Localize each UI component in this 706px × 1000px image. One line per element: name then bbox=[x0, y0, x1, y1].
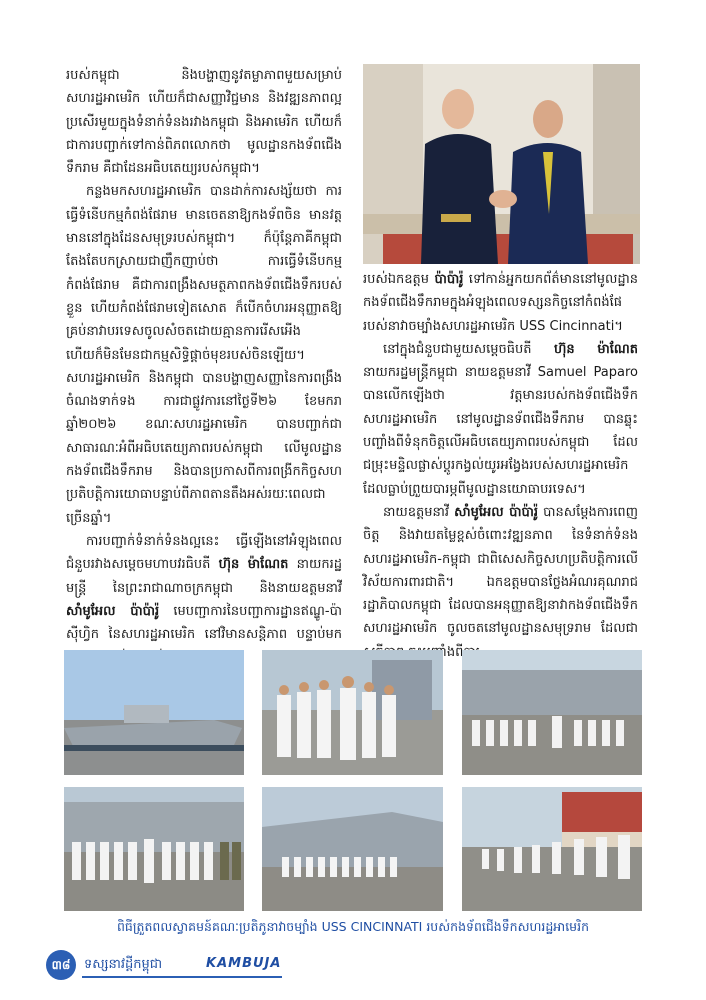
article-paragraph: របស់កម្ពុជា និងបង្ហាញនូវតម្លាភាពមួយសម្រាប់សហរដ្ឋអាមេរិក ហើយក៏ជាសញ្ញាវិជ្ជមាន និងវឌ្ឍនភាពល្អប្រសើរមួយក្នុងទំនាក់ទំនងរវាងកម្ពុជា និងអាមេរិក ហើយក៏ជាការបញ្ជាក់ទៅកាន់ពិភពលោកថា មូលដ្ឋានកងទ័ពជើងទឹករាម គឺជាដែនអធិបតេយ្យរបស់កម្ពុជា។ bbox=[66, 68, 342, 177]
magazine-brand: KAMBUJA bbox=[206, 956, 282, 971]
article-paragraph bbox=[363, 268, 638, 338]
honor-guard-line-photo bbox=[462, 650, 642, 775]
page-number: ៣៨ bbox=[46, 950, 76, 980]
person-name: ហ៊ុន ម៉ាណែត bbox=[218, 557, 289, 573]
person-name: ហ៊ុន ម៉ាណែត bbox=[553, 341, 639, 357]
person-name: ប៉ាប៉ារ៉ូ bbox=[434, 272, 464, 287]
person-name: សាំមូអែល ប៉ាប៉ារ៉ូ bbox=[66, 603, 160, 619]
text-run: នៅក្នុងជំនួបជាមួយសម្តេចធិបតី bbox=[383, 341, 554, 357]
footer-divider bbox=[82, 976, 282, 978]
photo-caption: ពិធីត្រួតពលស្វាគមន៍គណៈប្រតិភូនាវាចម្បាំង USS CINCINNATI របស់កងទ័ពជើងទឹកសហរដ្ឋអាមេរិក bbox=[116, 919, 590, 934]
text-run: មេបញ្ជាការនៃបញ្ជាការដ្ឋានឥណ្ឌូ-ប៉ាស៊ីហ្វិក នៃសហរដ្ឋអាមេរិក នៅវិមានសន្តិភាព បន្ទាប់មក bbox=[66, 603, 342, 643]
officers-walking-photo bbox=[262, 650, 443, 775]
text-run: របស់ឯកឧត្តម bbox=[363, 272, 435, 287]
sailors-formation-photo bbox=[64, 787, 244, 911]
article-paragraph bbox=[363, 338, 638, 501]
article-paragraph bbox=[66, 530, 342, 670]
text-run: នាយឧត្តមនាវី bbox=[383, 504, 455, 520]
article-right-column bbox=[363, 268, 638, 664]
article-left-column bbox=[66, 64, 342, 670]
text-run: ការបញ្ជាក់ទំនាក់ទំនងល្អនេះ ធ្វើឡើងនៅអំឡុងពេលជំនួបរវាងសម្តេចមហាបវរធិបតី bbox=[66, 533, 342, 573]
text-run: នាយករដ្ឋមន្ត្រី នៃព្រះរាជាណាចក្រកម្ពុជា និងនាយឧត្តមនាវី bbox=[66, 557, 342, 596]
magazine-title: ទស្សនាវដ្តីកម្ពុជា bbox=[84, 957, 163, 972]
ship-deck-crew-photo bbox=[262, 787, 443, 911]
article-paragraph bbox=[363, 501, 638, 664]
text-run: ទៅកាន់អ្នកយកព័ត៌មាននៅមូលដ្ឋានកងទ័ពជើងទឹករាមក្នុងអំឡុងពេលទស្សនកិច្ចនៅកំពង់ផែរបស់នាវាចម្បាំងសហរដ្ឋអាមេរិក USS Cincinnati។ bbox=[363, 272, 638, 334]
person-name: សាំមូអែល ប៉ាប៉ារ៉ូ bbox=[454, 504, 539, 520]
text-run: នាយករដ្ឋមន្ត្រីកម្ពុជា នាយឧត្តមនាវី Samuel Paparo បានលើកឡើងថា វត្តមានរបស់កងទ័ពជើងទឹកសហរដ្ឋអាមេរិក នៅមូលដ្ឋានទ័ពជើងទឹករាម បានឆ្លុះបញ្ចាំងពីទំនុកចិត្តលើអធិបតេយ្យភាពរបស់កម្ពុជា ដែលជម្រុះមន្ទិលផ្លាស់ប្តូរកង្វល់យូរអង្វែងរបស់សហរដ្ឋអាមេរិក ដែលធ្លាប់ព្រួយបារម្ភពីមូលដ្ឋានយោធាបរទេស។ bbox=[363, 365, 638, 497]
page-footer bbox=[46, 950, 346, 980]
saluting-crew-photo bbox=[462, 787, 642, 911]
article-paragraph: កន្លងមកសហរដ្ឋអាមេរិក បានដាក់ការសង្ស័យថា ការធ្វើទំនើបកម្មកំពង់ផែរាម មានចេតនាឱ្យកងទ័ពចិន មានវត្តមាននៅក្នុងដែនសមុទ្ររបស់កម្ពុជា។ ក៏ប៉ុន្តែភាគីកម្ពុជាតែងតែបកស្រាយជាញឹកញាប់ថា ការធ្វើទំនើបកម្មកំពង់ផែរាម គឺជាការពង្រឹងសមត្ថភាពកងទ័ពជើងទឹករបស់ខ្លួន ហើយកំពង់ផែរាមទៀតសោត ក៏បើកចំហរអនុញ្ញាតឱ្យគ្រប់នាវាបរទេសចូលសំចតដោយគ្មានការរើសអើង ហើយក៏មិនមែនជាកម្មសិទ្ធិផ្តាច់មុខរបស់ចិនឡើយ។ សហរដ្ឋអាមេរិក និងកម្ពុជា បានបង្ហាញសញ្ញានៃការពង្រឹងចំណងទាក់ទង ការជាផ្លូវការនៅថ្ងៃទី២៦ ខែមករា ឆ្នាំ២០២៦ ខណៈសហរដ្ឋអាមេរិក បានបញ្ជាក់ជាសាធារណៈអំពីអធិបតេយ្យភាពរបស់កម្ពុជា លើមូលដ្ឋានកងទ័ពជើងទឹករាម និងបានប្រកាសពីការពង្រីកកិច្ចសហប្រតិបត្តិការយោធាបន្ទាប់ពីភាពតានតឹងអស់រយៈពេលជាច្រើនឆ្នាំ។ bbox=[66, 184, 342, 526]
warship-at-pier-photo bbox=[64, 650, 244, 775]
handshake-photo bbox=[363, 64, 640, 264]
text-run: បានសម្តែងការពេញចិត្ត និងវាយតម្លៃខ្ពស់ចំពោះវឌ្ឍនភាព នៃទំនាក់ទំនងសហរដ្ឋអាមេរិក-កម្ពុជា ជាពិសេសកិច្ចសហប្រតិបត្តិការលើវិស័យការពារជាតិ។ ឯកឧត្តមបានថ្លែងអំណរគុណរាជរដ្ឋាភិបាលកម្ពុជា ដែលបានអនុញ្ញាតឱ្យនាវាកងទ័ពជើងទឹកសហរដ្ឋអាមេរិក ចូលចតនៅមូលដ្ឋានសមុទ្ររាម ដែលជា ឆ្លុះបញ្ចាំងពីការ bbox=[363, 504, 639, 660]
